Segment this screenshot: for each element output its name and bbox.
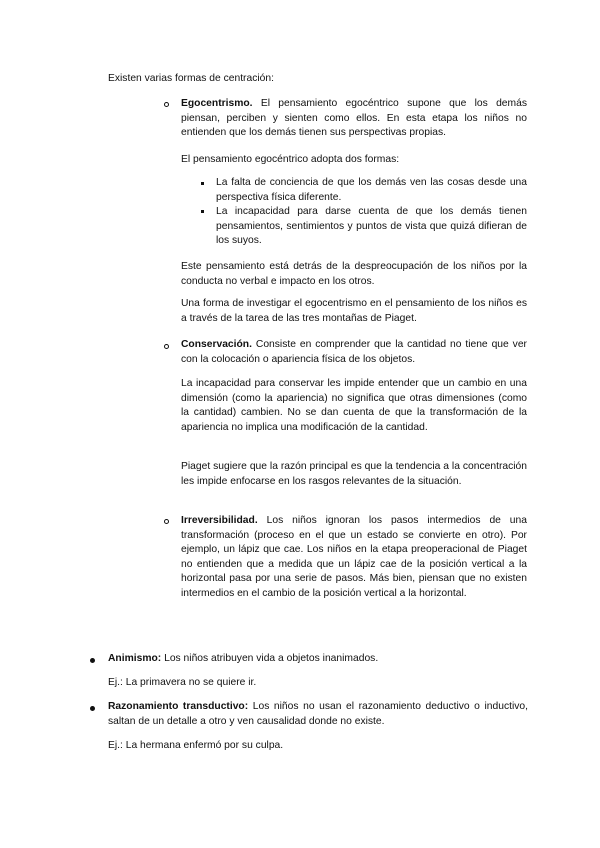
- egocentrismo-form-1: La falta de conciencia de que los demás ven las cosas desde una perspectiva física diferente.: [216, 177, 527, 203]
- intro-text: Existen varias formas de centración:: [108, 73, 274, 84]
- square-bullet-icon: [201, 182, 204, 185]
- conservacion-definition: Consiste en comprender que la cantidad no tiene que ver con la colocación o apariencia física de los objetos.: [181, 339, 527, 365]
- razonamiento-example: Ej.: La hermana enfermó por su culpa.: [108, 740, 284, 751]
- egocentrismo-forms-intro: El pensamiento egocéntrico adopta dos formas:: [181, 154, 400, 165]
- egocentrismo-form-2: La incapacidad para darse cuenta de que los demás tienen pensamientos, sentimientos y puntos de vista que quizá difieran de los suyos.: [216, 206, 527, 247]
- conservacion-item: [181, 338, 527, 367]
- irreversibilidad-term: Irreversibilidad.: [181, 515, 258, 526]
- egocentrismo-definition: El pensamiento egocéntrico supone que los demás piensan, perciben y sienten como ellos. En esta etapa los niños no entienden que los demás tienen sus perspectivas propias.: [181, 98, 527, 139]
- hollow-bullet-icon: [164, 344, 169, 349]
- razonamiento-item: [108, 700, 528, 729]
- animismo-example: Ej.: La primavera no se quiere ir.: [108, 677, 257, 688]
- irreversibilidad-item: [181, 514, 527, 602]
- egocentrismo-paragraph-3: Una forma de investigar el egocentrismo en el pensamiento de los niños es a través de la tarea de las tres montañas de Piaget.: [181, 298, 527, 324]
- hollow-bullet-icon: [164, 102, 169, 107]
- irreversibilidad-definition: Los niños ignoran los pasos intermedios de una transformación (proceso en el que un estado se convierte en otro). Por ejemplo, un lápiz que cae. Los niños en la etapa preoperacional de Piaget no entienden que a medida que un lápiz cae de la posición vertical a la horizontal pasa por una serie de pasos. Más bien, piensan que no existen intermedios en el cambio de la posición vertical a la horizontal.: [181, 515, 527, 599]
- hollow-bullet-icon: [164, 519, 169, 524]
- animismo-definition: Los niños atribuyen vida a objetos inanimados.: [164, 653, 379, 664]
- animismo-term: Animismo:: [108, 653, 162, 664]
- bullet-icon: [90, 706, 95, 711]
- egocentrismo-term: Egocentrismo.: [181, 98, 253, 109]
- conservacion-term: Conservación.: [181, 339, 252, 350]
- square-bullet-icon: [201, 210, 204, 213]
- animismo-item: [108, 652, 528, 667]
- egocentrismo-item: [181, 97, 527, 141]
- bullet-icon: [90, 658, 95, 663]
- razonamiento-definition: Los niños no usan el razonamiento deductivo o inductivo, saltan de un detalle a otro y ven causalidad donde no existe.: [108, 701, 528, 727]
- egocentrismo-paragraph-2: Este pensamiento está detrás de la despreocupación de los niños por la conducta no verbal e impacto en los otros.: [181, 261, 527, 287]
- conservacion-paragraph-3: Piaget sugiere que la razón principal es que la tendencia a la concentración les impide enfocarse en los rasgos relevantes de la situación.: [181, 461, 527, 487]
- razonamiento-term: Razonamiento transductivo:: [108, 701, 249, 712]
- conservacion-paragraph-2: La incapacidad para conservar les impide entender que un cambio en una dimensión (como la apariencia) no significa que otras dimensiones (como la cantidad) cambien. No se dan cuenta de que la transformación de la apariencia no implica una modificación de la cantidad.: [181, 378, 527, 433]
